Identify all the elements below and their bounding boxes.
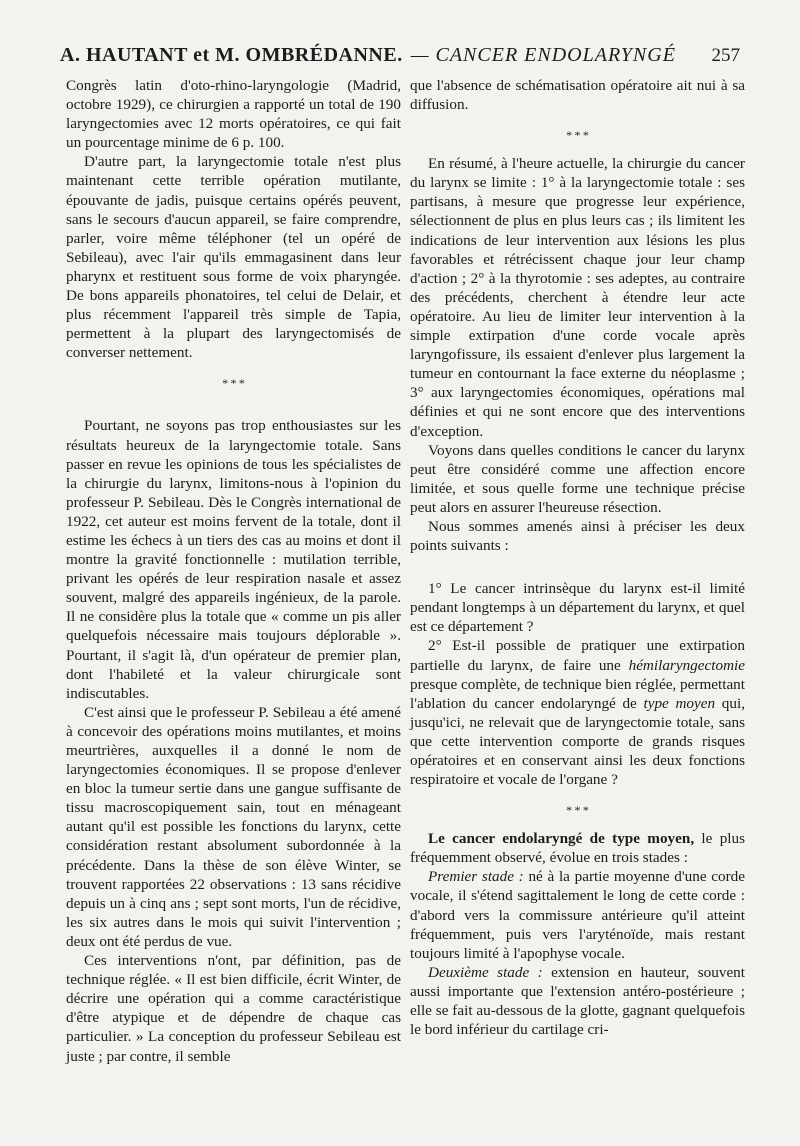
question-2-part: 2° Est-il possible de pratiquer une extirpation partielle du larynx, de faire une bbox=[410, 637, 745, 674]
question-2-part: qui, jusqu'ici, ne relevait que de laryngectomie totale, sans que cette intervention comporte de grands risques opératoires et en conservant ainsi les deux fonctions respiratoire et vocale de l'organe ? bbox=[410, 694, 745, 789]
emphasis-type-moyen: type moyen bbox=[643, 694, 716, 712]
paragraph: D'autre part, la laryngectomie totale n'est plus maintenant cette terrible opération mutilante, épouvante de jadis, puisque certains opérés peuvent, sans le secours d'aucun appareil, se faire comprendre, parler, voire même téléphoner (tel un opéré de Sebileau), avec l'air qu'ils emmagasinent dans leur pharynx et restituent sous forme de voix pharyngée. De bons appareils phonatoires, tel celui de Delair, et plus récemment l'appareil très simple de Tapia, permettent à la plupart des laryngectomisés de converser nettement. bbox=[66, 153, 401, 362]
section-separator: * * * bbox=[566, 803, 589, 818]
paragraph: En résumé, à l'heure actuelle, la chirurgie du cancer du larynx se limite : 1° à la laryngectomie totale : ses partisans, à mesure que progresse leur expérience, sélectionnent de plus en plus leurs cas ; ils limitent les indications de leur intervention aux lésions les plus favorables et rétrécissent chaque jour leur champ d'action ; 2° à la thyrotomie : ses adeptes, au contraire des précédents, cherchent à étendre leur acte opératoire. Au lieu de limiter leur intervention à la simple extirpation d'une corde vocale après laryngofissure, ils essaient d'enlever plus largement la tumeur en contournant la face externe du néoplasme ; 3° aux laryngectomies économiques, opérations mal définies et qui ne sont encore que des interventions d'exception. bbox=[410, 155, 745, 440]
paragraph: C'est ainsi que le professeur P. Sebileau a été amené à concevoir des opérations moins mutilantes, et moins meurtrières, auxquelles il a donné le nom de laryngectomies économiques. Il se propose d'enlever en bloc la tumeur sertie dans une gangue suffisante de tissu macroscopiquement sain, tout en ménageant autant qu'il est possible les fonctions du larynx, cette considération restant absolument subordonnée à la précédente. Dans la thèse de son élève Winter, se trouvent rapportées 22 observations : 13 sans récidive depuis un à cinq ans ; sept sont morts, l'un de récidive, les six autres dans le mois qui suivit l'intervention ; deux ont été perdus de vue. bbox=[66, 703, 401, 950]
paragraph: Nous sommes amenés ainsi à préciser les deux points suivants : bbox=[410, 517, 745, 555]
stage-2 bbox=[410, 963, 745, 1039]
emphasis-hemilaryngectomie: hémilaryngectomie bbox=[628, 656, 745, 674]
paragraph: Pourtant, ne soyons pas trop enthousiastes sur les résultats heureux de la laryngectomie totale. Sans passer en revue les opinions de tous les spécialistes de la chirurgie du larynx, limitons-nous à l'opinion du professeur P. Sebileau. Dès le Congrès international de 1922, cet auteur est moins fervent de la totale, dont il estime les échecs à un tiers des cas au moins et dont il montre la gravité fonctionnelle : mutilation terrible, privant les opérés de leur respiration nasale et assez souvent, malgré des appareils ingénieux, de la parole. Il ne considère plus la totale que « comme un pis aller quelquefois nécessaire mais toujours déplorable ». Pourtant, il s'agit là, d'un opérateur de premier plan, dont l'habileté et la valeur chirurgicale sont indiscutables. bbox=[66, 417, 401, 702]
paragraph: Voyons dans quelles conditions le cancer du larynx peut être considéré comme une affection encore limitée, et sous quelle forme une technique précise peut alors en assurer l'heureuse résection. bbox=[410, 441, 745, 516]
page-number: 257 bbox=[711, 45, 740, 66]
running-header bbox=[60, 44, 740, 74]
left-column bbox=[66, 76, 401, 1066]
header-authors: A. HAUTANT et M. OMBRÉDANNE. bbox=[60, 44, 403, 66]
stage-1-text: né à la partie moyenne d'une corde vocale, il s'étend sagittalement le long de cette corde : d'abord vers la commissure antérieure qu'il atteint fréquemment, puis vers l'aryténoïde, mais restant toujours limité à l'apophyse vocale. bbox=[410, 868, 745, 962]
stage-2-label: Deuxième stade : bbox=[428, 963, 543, 981]
stage-1 bbox=[410, 867, 745, 962]
section-separator: * * * bbox=[566, 128, 589, 143]
stage-2-text: extension en hauteur, souvent aussi importante que l'extension antéro-postérieure ; elle se fait au-dessous de la glotte, gagnant quelquefois le bord inférieur du cartilage cri- bbox=[410, 963, 745, 1039]
section-lead-text: le plus fréquemment observé, évolue en trois stades : bbox=[410, 830, 746, 867]
section-separator: * * * bbox=[222, 376, 245, 391]
section-lead bbox=[410, 829, 745, 867]
section-lead-bold: Le cancer endolaryngé de type moyen, bbox=[428, 830, 695, 848]
spacer bbox=[66, 402, 401, 416]
spacer bbox=[410, 555, 745, 579]
paragraph: Congrès latin d'oto-rhino-laryngologie (Madrid, octobre 1929), ce chirurgien a rapporté un total de 190 laryngectomies avec 12 morts opératoires, ce qui fait un pourcentage minime de 6 p. 100. bbox=[66, 77, 401, 152]
question-1: 1° Le cancer intrinsèque du larynx est-il limité pendant longtemps à un département du larynx, et quel est ce département ? bbox=[410, 580, 745, 636]
stage-1-label: Premier stade : bbox=[428, 868, 524, 886]
question-2 bbox=[410, 636, 745, 789]
paragraph: Ces interventions n'ont, par définition, pas de technique réglée. « Il est bien difficile, écrit Winter, de décrire une opération qui a comme caractéristique d'être atypique et de dépendre de chaque cas particulier. » La conception du professeur Sebileau est juste ; par contre, il semble bbox=[66, 952, 401, 1065]
right-column bbox=[410, 76, 745, 1039]
paragraph: que l'absence de schématisation opératoire ait nui à sa diffusion. bbox=[410, 77, 745, 114]
header-title: — CANCER ENDOLARYNGÉ bbox=[410, 44, 676, 66]
question-2-part: presque complète, de technique bien réglée, permettant l'ablation du cancer endolaryngé de bbox=[410, 675, 745, 712]
